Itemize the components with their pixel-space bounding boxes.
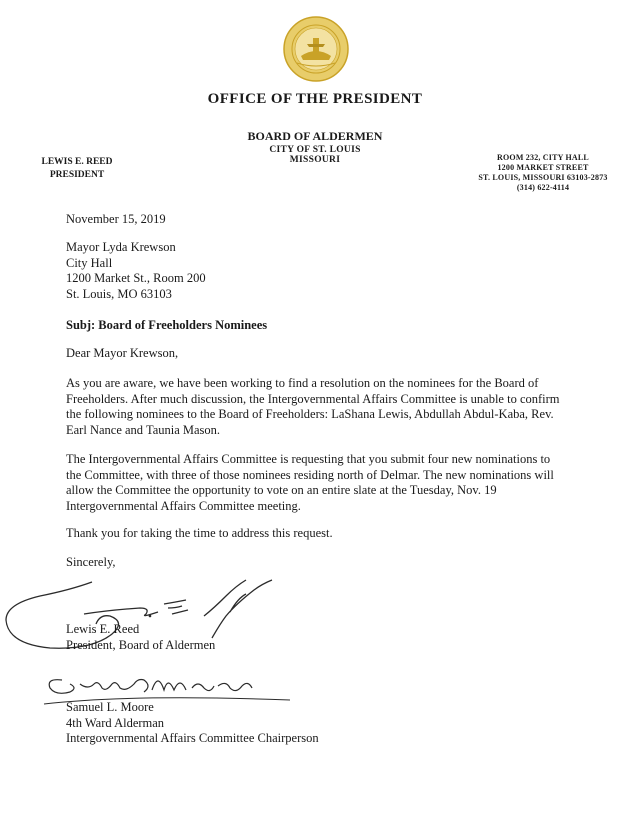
signer-block: [66, 622, 215, 653]
address-line: 1200 MARKET STREET: [497, 163, 589, 172]
city-name: CITY OF ST. LOUIS: [269, 145, 361, 155]
signer-title: 4th Ward Alderman: [66, 715, 165, 730]
address-line: ST. LOUIS, MISSOURI 63103-2873: [478, 173, 608, 182]
closing: Sincerely,: [66, 555, 116, 569]
signer-name: Samuel L. Moore: [66, 700, 154, 714]
paragraph: Thank you for taking the time to address this request.: [66, 526, 333, 540]
phone-line: (314) 622-4114: [516, 183, 570, 192]
subject-line: Subj: Board of Freeholders Nominees: [66, 318, 268, 332]
signer-name: Lewis E. Reed: [66, 622, 140, 636]
signer-title: Intergovernmental Affairs Committee Chairperson: [66, 731, 319, 745]
city-seal-icon: [283, 16, 349, 82]
president-name: LEWIS E. REED: [41, 157, 113, 167]
recipient-line: City Hall: [66, 255, 113, 270]
signer-block: [66, 700, 319, 747]
paragraph: As you are aware, we have been working to find a resolution on the nominees for the Board of Freeholders. After much discussion, the Intergovernmental Affairs Committee is unable to confirm the following nominees to the Board of Freeholders: LaShana Lewis, Abdullah Abdul-Kaba, Rev. Earl Nance and Taunia Mason.: [66, 376, 560, 437]
letterhead-address: [468, 153, 618, 193]
address-line: ROOM 232, CITY HALL: [497, 153, 589, 162]
letter-date: November 15, 2019: [66, 212, 166, 226]
recipient-line: St. Louis, MO 63103: [66, 286, 172, 301]
recipient-address: [66, 240, 206, 302]
salutation: Dear Mayor Krewson,: [66, 346, 179, 360]
letterhead-left: [22, 156, 132, 182]
recipient-line: 1200 Market St., Room 200: [66, 271, 206, 285]
office-title: OFFICE OF THE PRESIDENT: [207, 91, 423, 107]
paragraph: The Intergovernmental Affairs Committee is requesting that you submit four new nominations to the Committee, with three of those nominees residing north of Delmar. The new nominations will allow the Committee the opportunity to vote on an entire slate at the Tuesday, Nov. 19 Intergovernmental Affairs Committee meeting.: [66, 452, 554, 513]
state-name: MISSOURI: [289, 155, 341, 165]
recipient-line: Mayor Lyda Krewson: [66, 240, 176, 254]
signer-title: President, Board of Aldermen: [66, 637, 216, 652]
president-title: PRESIDENT: [49, 170, 105, 180]
board-name: BOARD OF ALDERMEN: [247, 129, 383, 143]
